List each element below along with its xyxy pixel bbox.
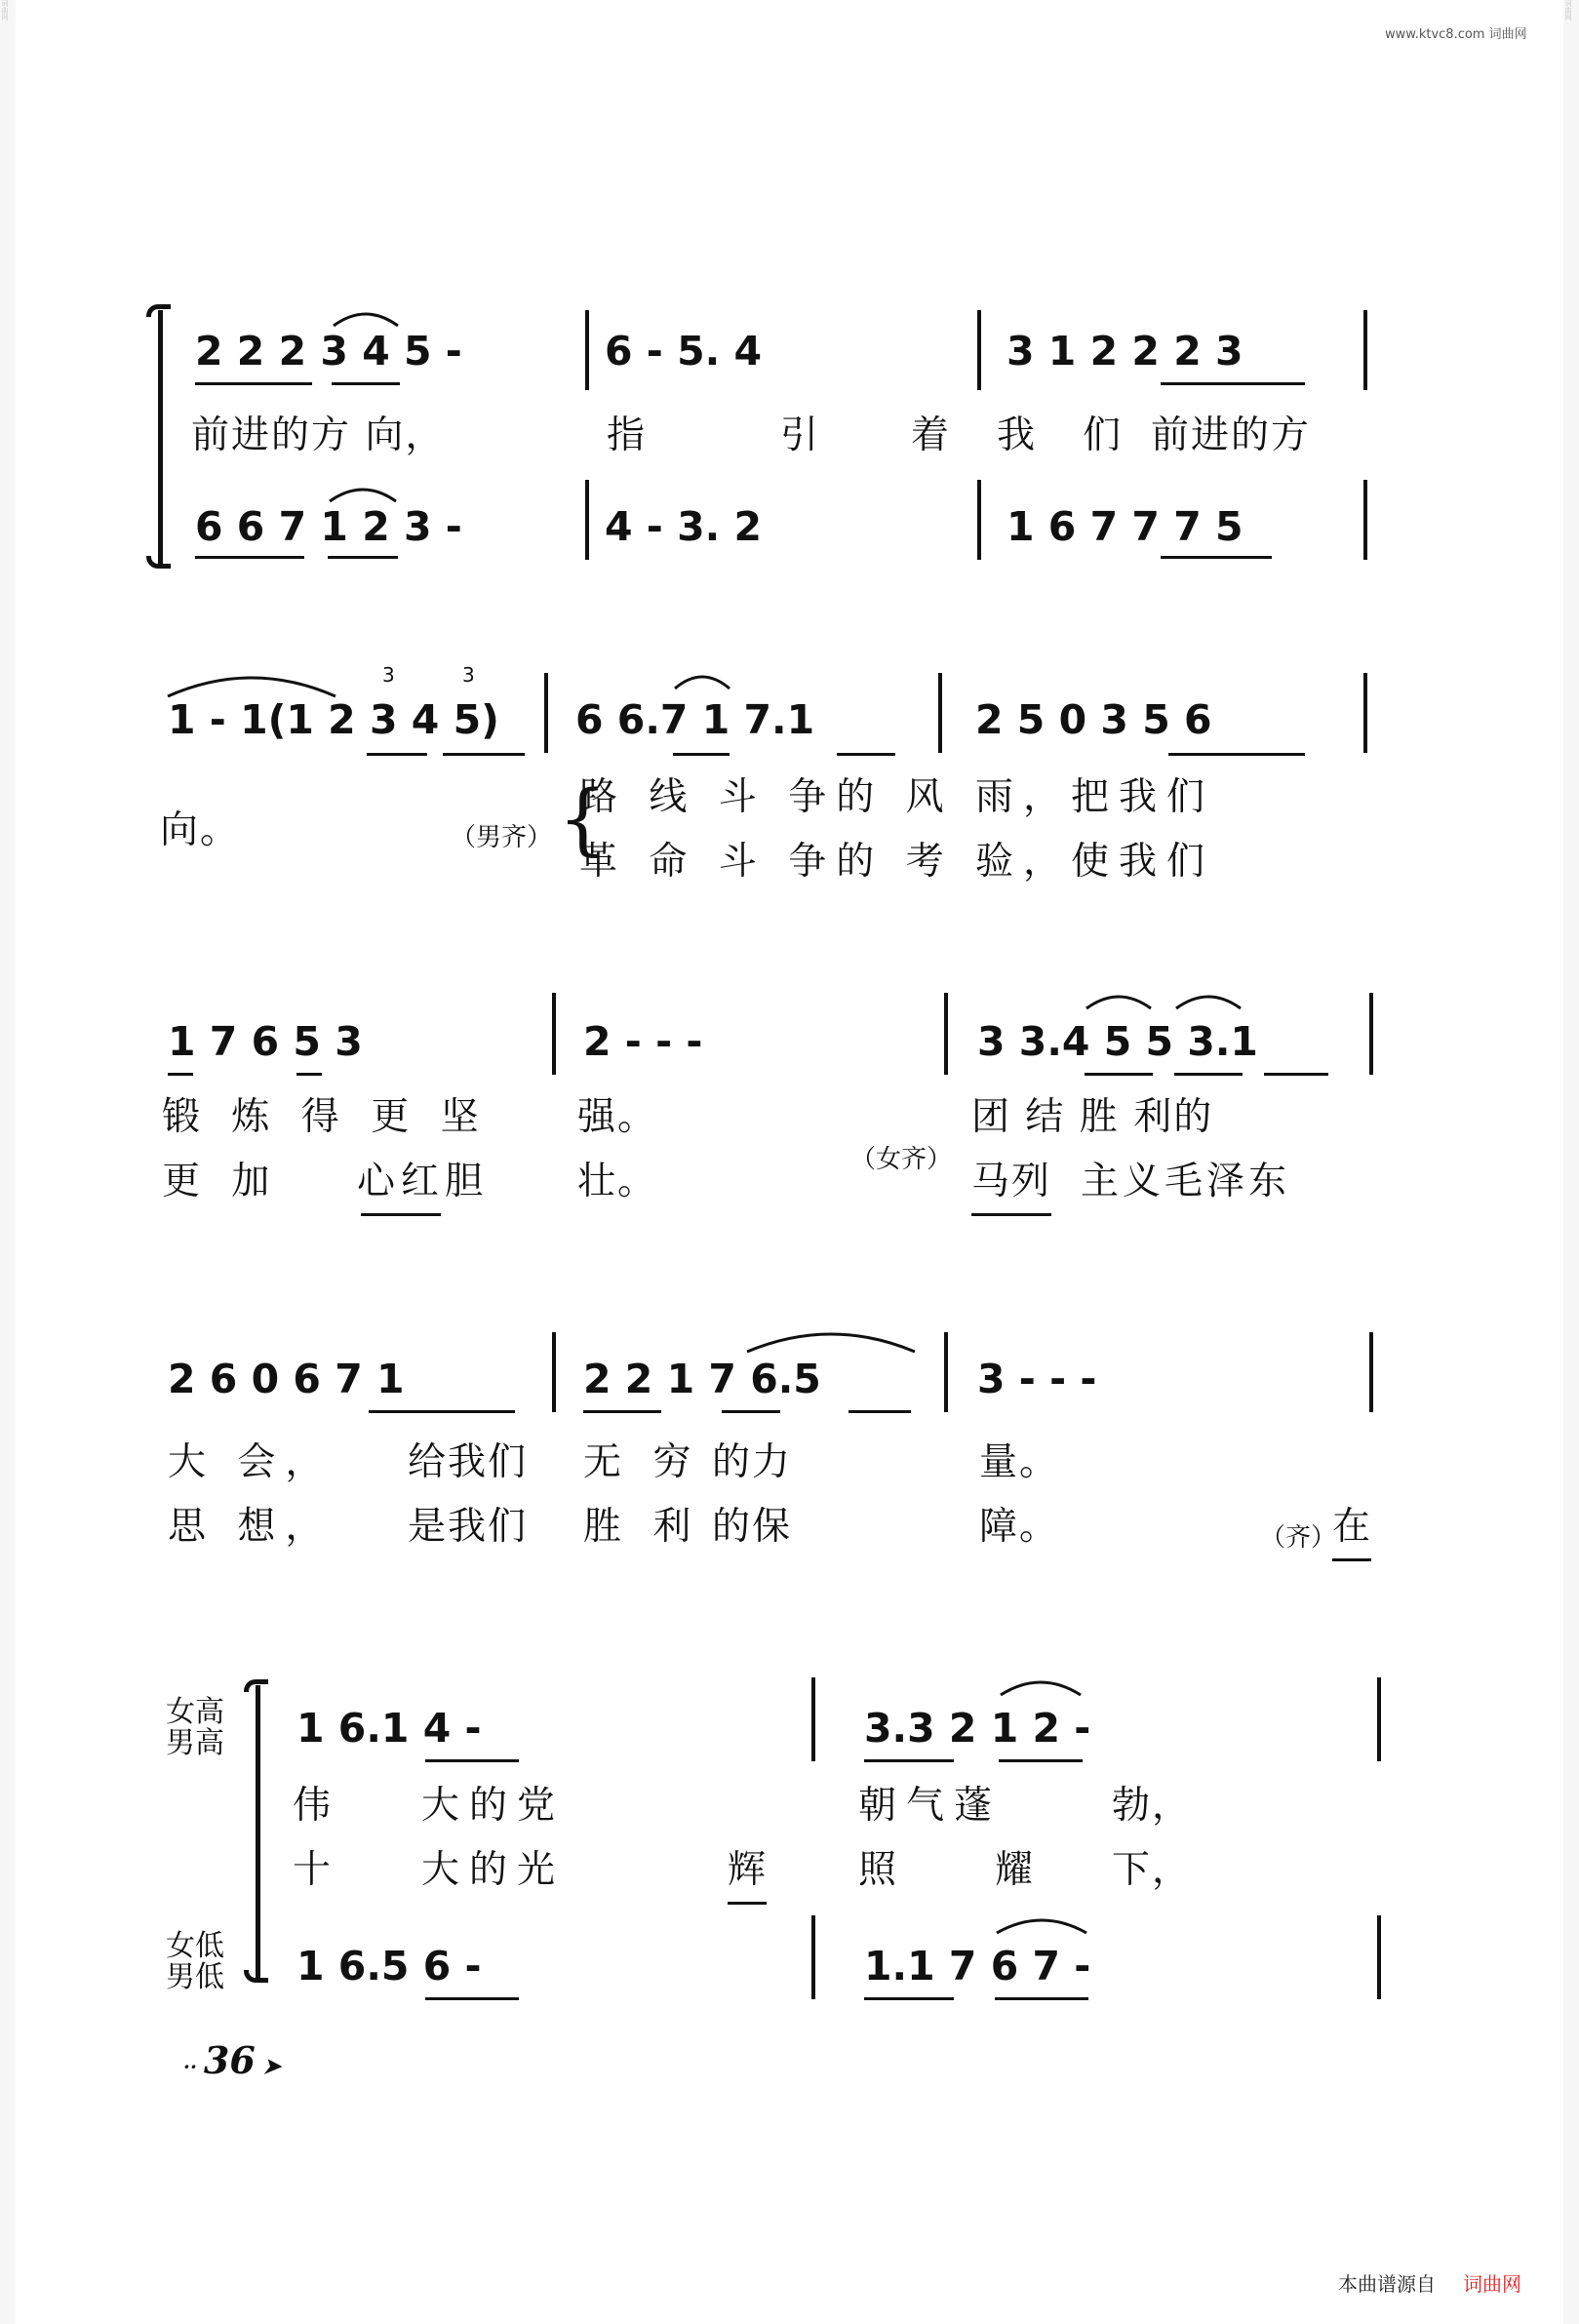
note-underline xyxy=(296,1073,322,1076)
side-watermark-text: 词曲网 xyxy=(1,0,9,20)
measure-3-upper: 3 1 2 2 2 3 xyxy=(1007,328,1243,374)
lyric-phrase: 主义毛泽东 xyxy=(1081,1160,1291,1203)
slur xyxy=(995,1913,1088,1935)
slur xyxy=(328,484,398,503)
barline xyxy=(977,480,981,560)
lyric-phrase: 勃， xyxy=(1112,1784,1193,1828)
barline xyxy=(1369,1332,1373,1412)
measure-14-upper: 3.3 2 1 2 - xyxy=(864,1705,1091,1752)
lyric-underline xyxy=(361,1213,441,1216)
voice-label: （女齐） xyxy=(850,1145,953,1174)
lyric-char: 引 xyxy=(780,414,821,457)
note-underline xyxy=(332,382,400,385)
measure-11: 2 2 1 7 6.5 xyxy=(583,1356,821,1402)
top-watermark: www.ktvc8.com 词曲网 xyxy=(1385,27,1527,42)
note-underline xyxy=(1174,1073,1243,1076)
lyric-phrase: 更 加 xyxy=(162,1160,280,1203)
lyric-underline xyxy=(728,1902,767,1905)
lyric-phrase: 大的光 xyxy=(421,1848,566,1892)
system-brace xyxy=(158,310,163,566)
note-underline xyxy=(425,1997,519,2000)
lyric-phrase: 团 结 胜 利的 xyxy=(971,1095,1214,1139)
lyric-phrase: 下， xyxy=(1112,1848,1193,1892)
lyric-phrase: 心红胆 xyxy=(357,1160,490,1203)
lyric-char: 伟 xyxy=(293,1784,334,1828)
note-underline xyxy=(673,753,730,756)
page-number: ·· 36 ➤ xyxy=(183,2038,281,2082)
measure-2-lower: 4 - 3. 2 xyxy=(605,503,762,550)
brace-top xyxy=(146,304,171,317)
tie xyxy=(164,669,339,698)
lyric-underline xyxy=(971,1213,1051,1216)
lyric-phrase: 朝气蓬 xyxy=(858,1784,1003,1828)
lyric-brace: { xyxy=(558,773,608,864)
note-underline xyxy=(837,753,895,756)
slur xyxy=(1085,991,1153,1010)
lyric-char: 照 xyxy=(858,1848,899,1892)
lyric-phrase: 量。 xyxy=(979,1440,1060,1484)
note-underline xyxy=(369,1410,515,1413)
measure-8: 2 - - - xyxy=(583,1018,703,1065)
part-label: 女低 xyxy=(166,1929,224,1963)
barline xyxy=(1363,673,1367,753)
note-underline xyxy=(195,556,304,559)
note-underline xyxy=(328,556,398,559)
barline xyxy=(544,673,548,753)
measure-14-lower: 1.1 7 6 7 - xyxy=(864,1943,1091,1989)
note-underline xyxy=(425,1759,519,1762)
note-underline xyxy=(1085,1073,1153,1076)
lyric-char: 我 xyxy=(997,414,1038,457)
lyric-phrase: 思 想， xyxy=(168,1505,334,1549)
footer-brand[interactable]: 词曲网 xyxy=(1463,2272,1521,2296)
note-underline xyxy=(443,753,525,756)
note-underline xyxy=(195,382,312,385)
footer-source-label: 本曲谱源自 xyxy=(1338,2272,1436,2296)
measure-9: 3 3.4 5 5 3.1 xyxy=(977,1018,1258,1065)
lyric-char: 着 xyxy=(911,414,952,457)
brace-top xyxy=(244,1679,268,1692)
note-underline xyxy=(864,1997,954,2000)
slur xyxy=(1174,991,1243,1010)
lyric-phrase: 向。 xyxy=(160,808,241,852)
measure-2-upper: 6 - 5. 4 xyxy=(605,328,762,374)
lyric-phrase: 无 穷 xyxy=(583,1440,701,1484)
note-underline xyxy=(999,1759,1083,1762)
measure-4: 1 - 1(1 2 3 4 5) xyxy=(168,696,499,743)
note-underline xyxy=(722,1410,780,1413)
left-watermark-strip xyxy=(0,0,16,2324)
triplet-mark: 3 xyxy=(382,663,395,687)
note-underline xyxy=(849,1410,911,1413)
barline xyxy=(1363,480,1367,560)
voice-label: （齐） xyxy=(1260,1523,1337,1553)
measure-1-lower: 6 6 7 1 2 3 - xyxy=(195,503,462,550)
lyric-char: 们 xyxy=(1083,414,1124,457)
barline xyxy=(1369,993,1373,1075)
voice-label: （男齐） xyxy=(451,823,553,852)
slur xyxy=(673,671,731,690)
note-underline xyxy=(1161,556,1272,559)
system-brace xyxy=(256,1685,260,1978)
part-label: 男高 xyxy=(166,1726,224,1760)
note-underline xyxy=(1161,382,1305,385)
lyric-phrase: 壮。 xyxy=(577,1160,658,1203)
measure-6: 2 5 0 3 5 6 xyxy=(975,696,1212,743)
lyric-line-2: 革 命 斗 争的 考 验，使我们 xyxy=(579,840,1214,884)
lyric-underline xyxy=(1332,1558,1371,1561)
barline xyxy=(1363,310,1367,390)
measure-3-lower: 1 6 7 7 7 5 xyxy=(1007,503,1243,550)
part-label: 女高 xyxy=(166,1695,224,1729)
part-label: 男低 xyxy=(166,1960,224,1994)
slur xyxy=(743,1324,919,1354)
barline xyxy=(1377,1915,1381,1999)
lyric-phrase: 的力 xyxy=(712,1440,793,1484)
note-underline xyxy=(583,1410,661,1413)
part-label-upper xyxy=(166,1697,224,1759)
barline xyxy=(552,1332,556,1412)
measure-10: 2 6 0 6 7 1 xyxy=(168,1356,405,1402)
barline xyxy=(811,1677,815,1761)
measure-13-lower: 1 6.5 6 - xyxy=(296,1943,482,1989)
measure-13-upper: 1 6.1 4 - xyxy=(296,1705,482,1752)
barline xyxy=(938,673,942,753)
note-underline xyxy=(168,1073,193,1076)
lyric-phrase: 锻 炼 得 更 坚 xyxy=(162,1095,489,1139)
right-watermark-strip xyxy=(1563,0,1579,2324)
note-underline xyxy=(1168,753,1305,756)
note-underline xyxy=(367,753,427,756)
measure-1-upper: 2 2 2 3 4 5 - xyxy=(195,328,462,374)
barline xyxy=(944,1332,948,1412)
lyric-char: 十 xyxy=(293,1848,334,1892)
barline xyxy=(585,480,589,560)
barline xyxy=(585,310,589,390)
brace-bottom xyxy=(244,1970,268,1983)
lyric-phrase: 给我们 xyxy=(408,1440,529,1484)
slur xyxy=(999,1675,1083,1697)
barline xyxy=(552,993,556,1075)
barline xyxy=(1377,1677,1381,1761)
lyric-pickup: 在 xyxy=(1332,1505,1373,1549)
measure-7: 1 7 6 5 3 xyxy=(168,1018,363,1065)
barline xyxy=(977,310,981,390)
brace-bottom xyxy=(146,556,171,569)
lyric-phrase: 大 会， xyxy=(168,1440,334,1484)
lyric-char: 耀 xyxy=(995,1848,1036,1892)
lyric-phrase: 前进的方 向， xyxy=(191,414,446,457)
side-watermark-text: 词曲网 xyxy=(1564,0,1572,20)
lyric-char: 辉 xyxy=(728,1848,769,1892)
measure-12: 3 - - - xyxy=(977,1356,1097,1402)
barline xyxy=(944,993,948,1075)
slur xyxy=(332,308,400,328)
measure-5: 6 6.7 1 7.1 xyxy=(575,696,815,743)
lyric-phrase: 马列 xyxy=(971,1160,1052,1203)
lyric-char: 指 xyxy=(607,414,648,457)
lyric-phrase: 大的党 xyxy=(421,1784,566,1828)
lyric-phrase: 胜 利 xyxy=(583,1505,701,1549)
barline xyxy=(811,1915,815,1999)
triplet-mark: 3 xyxy=(462,663,475,687)
note-underline xyxy=(1264,1073,1328,1076)
lyric-phrase: 前进的方 xyxy=(1151,414,1312,457)
lyric-phrase: 的保 xyxy=(712,1505,793,1549)
note-underline xyxy=(864,1759,954,1762)
lyric-phrase: 是我们 xyxy=(408,1505,529,1549)
part-label-lower xyxy=(166,1931,224,1993)
note-underline xyxy=(995,1997,1088,2000)
lyric-line-1: 路 线 斗 争的 风 雨，把我们 xyxy=(579,775,1214,819)
lyric-phrase: 强。 xyxy=(577,1095,658,1139)
lyric-phrase: 障。 xyxy=(979,1505,1060,1549)
